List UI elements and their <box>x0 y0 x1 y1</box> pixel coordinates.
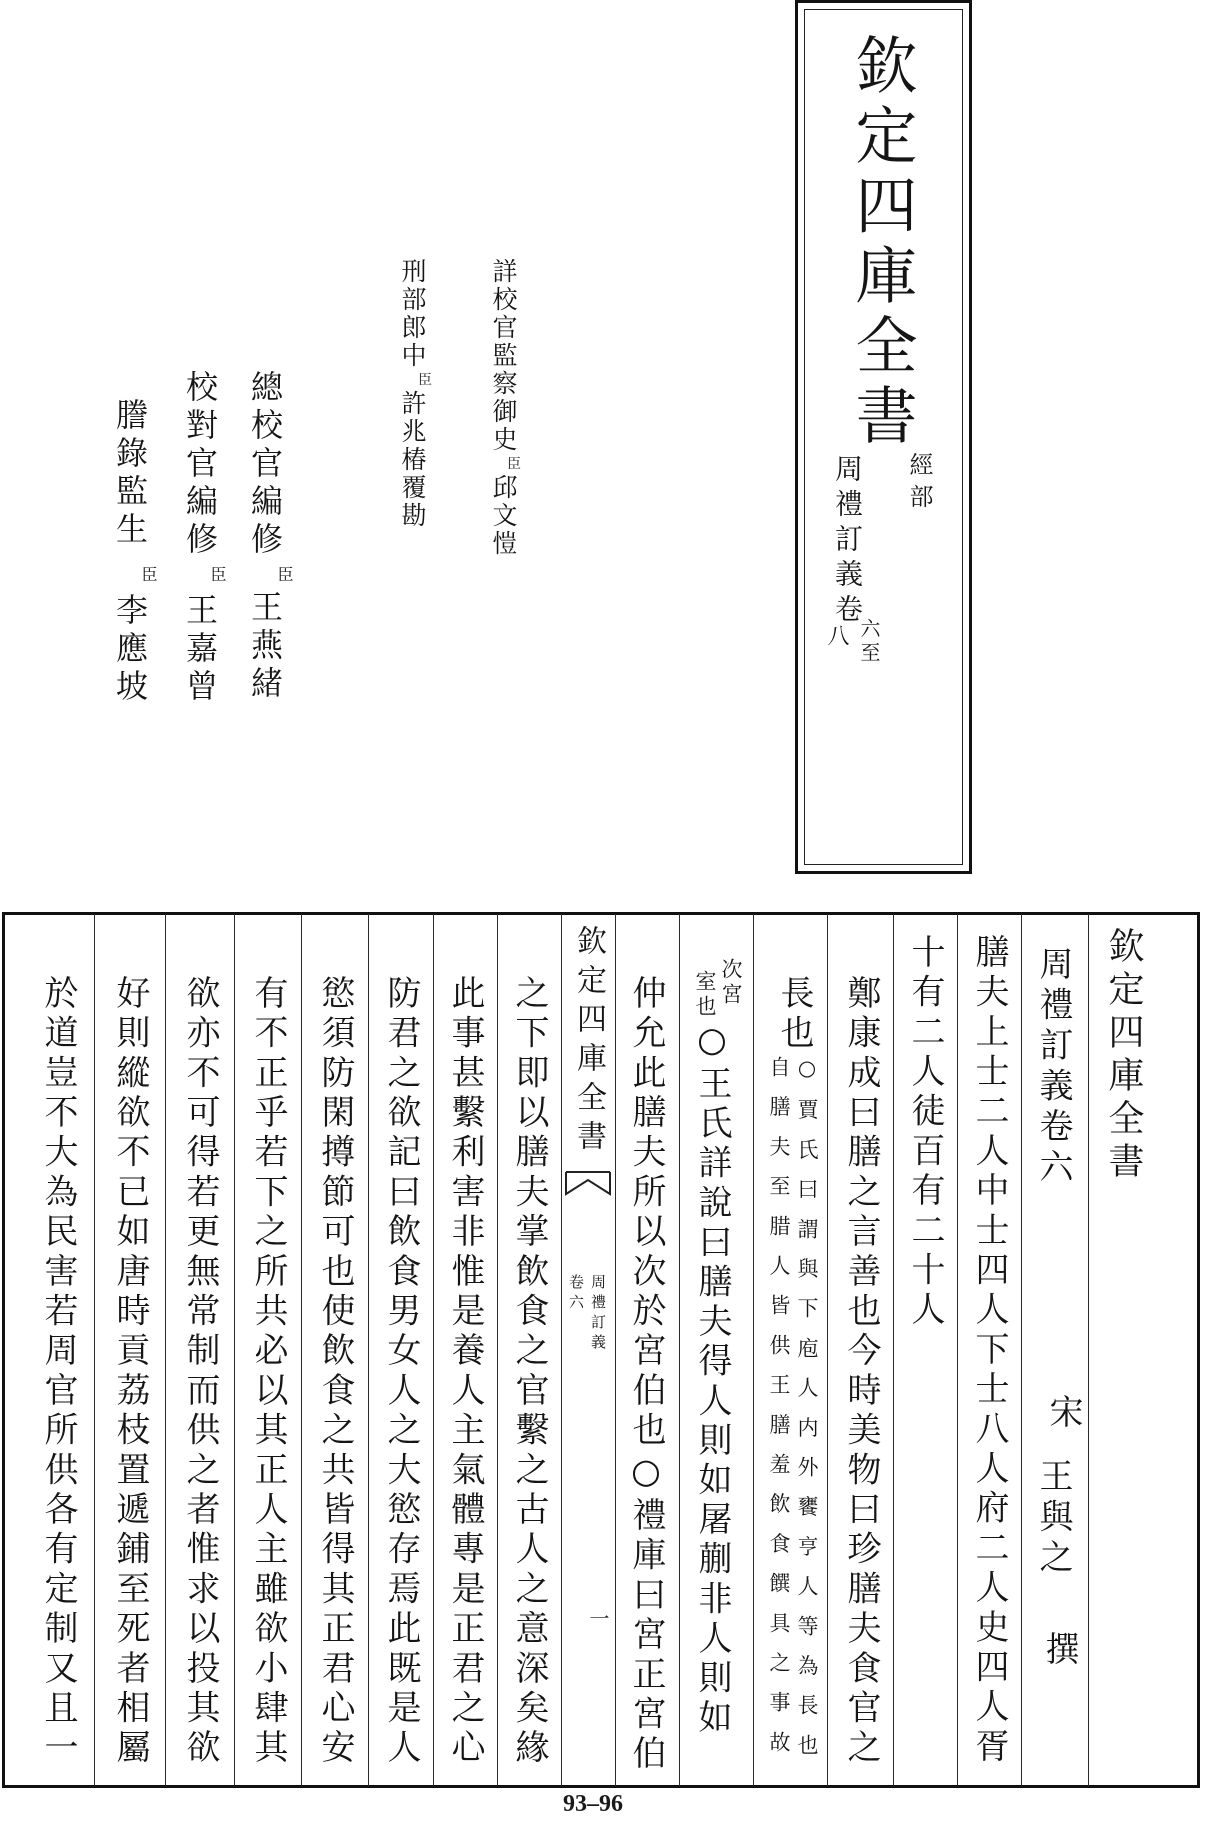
column-rule <box>165 914 166 1786</box>
column-rule <box>433 914 434 1786</box>
column-rule <box>957 914 958 1786</box>
leaf-work-title: 周禮訂義卷六 <box>1033 946 1073 1189</box>
credit-5-name: 李應坡 <box>111 593 149 707</box>
fold-leaf-number: 一 <box>586 1608 610 1628</box>
credit-2-name: 許兆椿 <box>398 390 427 474</box>
commentary-left-line-4: 慾須防閑撙節可也使飲食之共皆得其正君心安 <box>315 975 355 1769</box>
column-rule <box>301 914 302 1786</box>
column-rule <box>893 914 894 1786</box>
column-rule <box>679 914 680 1786</box>
commentary-line-4: 仲允此膳夫所以次於宮伯也○禮庫曰宮正宮伯 <box>626 975 666 1775</box>
leaf-author-role: 撰 <box>1039 1631 1079 1665</box>
leaf-dynasty: 宋 <box>1043 1394 1083 1428</box>
credit-3-mark: 臣 <box>275 566 294 582</box>
commentary-left-line-2: 此事甚繫利害非惟是養人主氣體專是正君之心 <box>445 975 485 1769</box>
leaf-header-title: 欽定四庫全書 <box>1103 927 1144 1185</box>
credit-4-mark: 臣 <box>208 566 227 582</box>
column-rule <box>497 914 498 1786</box>
commentary-line-2-main: 長也 <box>774 975 814 1055</box>
commentary-line-2-note-right: ○賈氏曰謂與下庖人内外饔亨人等為長也 <box>795 1056 819 1774</box>
credit-2-role: 刑部郎中 <box>398 258 427 370</box>
commentary-line-3-note-right: 次宮 <box>719 958 743 1008</box>
slip-volume-title: 周禮訂義卷 <box>831 454 864 629</box>
page-reference: 93–96 <box>563 1791 623 1817</box>
fold-short-title: 周禮訂義 <box>589 1274 607 1354</box>
fish-tail-mark-icon <box>563 1168 613 1204</box>
classic-text-line-2: 十有二人徒百有二十人 <box>905 934 945 1331</box>
slip-volume-range-right: 六至 <box>857 618 881 666</box>
slip-volume-range-left: 八 <box>824 624 849 646</box>
commentary-left-line-1: 之下即以膳夫掌飲食之官繫之古人之意深矣緣 <box>509 975 549 1769</box>
commentary-left-line-8: 於道豈不大為民害若周官所供各有定制又且一 <box>38 975 78 1769</box>
credit-2-action: 覆勘 <box>398 474 427 530</box>
credit-1-role: 詳校官監察御史 <box>489 258 518 454</box>
commentary-left-line-6: 欲亦不可得若更無常制而供之者惟求以投其欲 <box>180 975 220 1769</box>
commentary-line-1: 鄭康成曰膳之言善也今時美物曰珍膳夫食官之 <box>841 975 881 1769</box>
credit-3-name: 王燕緒 <box>246 590 284 704</box>
credit-1-mark: 臣 <box>505 456 521 470</box>
column-rule <box>753 914 754 1786</box>
credit-4-name: 王嘉曾 <box>181 593 219 707</box>
column-rule <box>615 914 616 1786</box>
column-rule <box>561 914 562 1786</box>
classic-text-line-1: 膳夫上士二人中士四人下士八人府二人史四人胥 <box>969 934 1009 1768</box>
column-rule <box>1021 914 1022 1786</box>
commentary-left-line-3: 防君之欲記曰飲食男女人之大慾存焉此既是人 <box>381 975 421 1769</box>
column-rule <box>827 914 828 1786</box>
column-rule <box>234 914 235 1786</box>
credit-4-role: 校對官編修 <box>181 370 219 560</box>
commentary-left-line-5: 有不正乎若下之所共必以其正人主雖欲小肆其 <box>248 975 288 1769</box>
commentary-line-2-note-left: 自膳夫至腊人皆供王膳羞飲食饌具之事故 <box>767 1056 791 1771</box>
column-rule <box>94 914 95 1786</box>
fold-juan: 卷六 <box>567 1274 585 1314</box>
credit-2-mark: 臣 <box>416 372 432 386</box>
slip-collection-title: 欽定四庫全書 <box>845 33 918 453</box>
slip-category: 經部 <box>905 452 933 516</box>
credit-3-role: 總校官編修 <box>246 370 284 560</box>
leaf-author: 王與之 <box>1033 1458 1073 1580</box>
credit-5-role: 謄錄監生 <box>111 398 149 550</box>
credit-5-mark: 臣 <box>139 566 158 582</box>
fold-title: 欽定四庫全書 <box>571 925 606 1159</box>
commentary-left-line-7: 好則縱欲不已如唐時貢荔枝置遞鋪至死者相屬 <box>110 975 150 1769</box>
credit-1-name: 邱文愷 <box>489 474 518 558</box>
commentary-line-3-main: ○王氏詳說曰膳夫得人則如屠蒯非人則如 <box>692 1020 732 1739</box>
column-rule <box>1088 914 1089 1786</box>
commentary-line-3-note-left: 室也 <box>693 970 717 1020</box>
column-rule <box>368 914 369 1786</box>
